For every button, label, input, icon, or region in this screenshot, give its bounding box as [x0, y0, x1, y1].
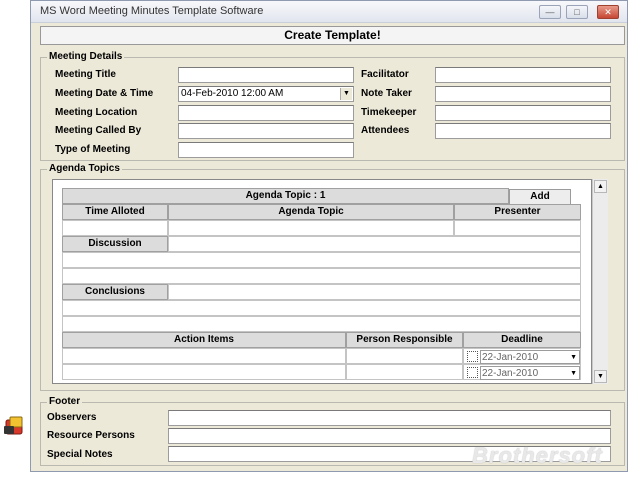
discussion-row-1[interactable]	[62, 252, 581, 268]
deadline-value: 22-Jan-2010	[482, 352, 539, 363]
conclusions-header-cell[interactable]	[168, 284, 581, 300]
meeting-location-label: Meeting Location	[55, 107, 138, 118]
meeting-title-label: Meeting Title	[55, 69, 116, 80]
facilitator-label: Facilitator	[361, 69, 409, 80]
type-of-meeting-label: Type of Meeting	[55, 144, 131, 155]
scroll-up-icon[interactable]: ▲	[594, 180, 607, 193]
facilitator-input[interactable]	[435, 67, 611, 83]
note-taker-label: Note Taker	[361, 88, 412, 99]
brothersoft-watermark: Brothersoft	[472, 443, 603, 468]
window-title: MS Word Meeting Minutes Template Software	[40, 5, 264, 17]
observers-label: Observers	[47, 412, 97, 423]
type-of-meeting-input[interactable]	[178, 142, 354, 158]
create-template-button[interactable]: Create Template!	[40, 26, 625, 45]
agenda-topic-panel	[52, 179, 592, 384]
column-header-agenda-topic: Agenda Topic	[168, 204, 454, 220]
column-header-presenter: Presenter	[454, 204, 581, 220]
discussion-header-cell[interactable]	[168, 236, 581, 252]
special-notes-label: Special Notes	[47, 449, 113, 460]
person-responsible-cell[interactable]	[346, 348, 463, 364]
meeting-date-time-value: 04-Feb-2010 12:00 AM	[181, 88, 284, 99]
time-alloted-cell[interactable]	[62, 220, 168, 236]
footer-label: Footer	[49, 396, 81, 407]
discussion-row-2[interactable]	[62, 268, 581, 284]
deadline-picker[interactable]	[480, 366, 580, 380]
app-window	[30, 0, 628, 472]
timekeeper-label: Timekeeper	[361, 107, 417, 118]
discussion-label: Discussion	[62, 236, 168, 252]
meeting-date-time-label: Meeting Date & Time	[55, 88, 154, 99]
chevron-down-icon[interactable]: ▼	[570, 370, 577, 377]
meeting-details-label: Meeting Details	[49, 51, 123, 62]
agenda-topic-cell[interactable]	[168, 220, 454, 236]
chevron-down-icon[interactable]: ▼	[340, 88, 352, 100]
chevron-down-icon[interactable]: ▼	[570, 354, 577, 361]
conclusions-row-1[interactable]	[62, 300, 581, 316]
action-item-cell[interactable]	[62, 348, 346, 364]
meeting-date-time-picker[interactable]	[178, 86, 354, 102]
deadline-picker[interactable]	[480, 350, 580, 364]
column-header-person-responsible: Person Responsible	[346, 332, 463, 348]
meeting-details-group	[40, 51, 625, 161]
timekeeper-input[interactable]	[435, 105, 611, 121]
deadline-value: 22-Jan-2010	[482, 368, 539, 379]
deadline-cell	[463, 348, 581, 364]
meeting-location-input[interactable]	[178, 105, 354, 121]
meeting-called-by-label: Meeting Called By	[55, 125, 142, 136]
folder-pencil-icon	[2, 414, 28, 440]
meeting-title-input[interactable]	[178, 67, 354, 83]
meeting-called-by-input[interactable]	[178, 123, 354, 139]
column-header-time-alloted: Time Alloted	[62, 204, 168, 220]
scroll-down-icon[interactable]: ▼	[594, 370, 607, 383]
resource-persons-input[interactable]	[168, 428, 611, 444]
observers-input[interactable]	[168, 410, 611, 426]
maximize-button[interactable]: □	[566, 5, 588, 19]
add-topic-button[interactable]: Add	[509, 189, 571, 205]
agenda-topics-group	[40, 163, 625, 391]
conclusions-label: Conclusions	[62, 284, 168, 300]
deadline-checkbox[interactable]	[467, 351, 478, 362]
attendees-label: Attendees	[361, 125, 410, 136]
action-item-cell[interactable]	[62, 364, 346, 380]
column-header-action-items: Action Items	[62, 332, 346, 348]
agenda-topic-header: Agenda Topic : 1	[62, 188, 509, 204]
deadline-cell	[463, 364, 581, 380]
agenda-scrollbar[interactable]	[592, 179, 608, 384]
note-taker-input[interactable]	[435, 86, 611, 102]
column-header-deadline: Deadline	[463, 332, 581, 348]
minimize-button[interactable]: —	[539, 5, 561, 19]
attendees-input[interactable]	[435, 123, 611, 139]
person-responsible-cell[interactable]	[346, 364, 463, 380]
resource-persons-label: Resource Persons	[47, 430, 135, 441]
deadline-checkbox[interactable]	[467, 367, 478, 378]
presenter-cell[interactable]	[454, 220, 581, 236]
close-button[interactable]: ✕	[597, 5, 619, 19]
title-bar	[31, 1, 627, 23]
conclusions-row-2[interactable]	[62, 316, 581, 332]
agenda-topics-label: Agenda Topics	[49, 163, 120, 174]
